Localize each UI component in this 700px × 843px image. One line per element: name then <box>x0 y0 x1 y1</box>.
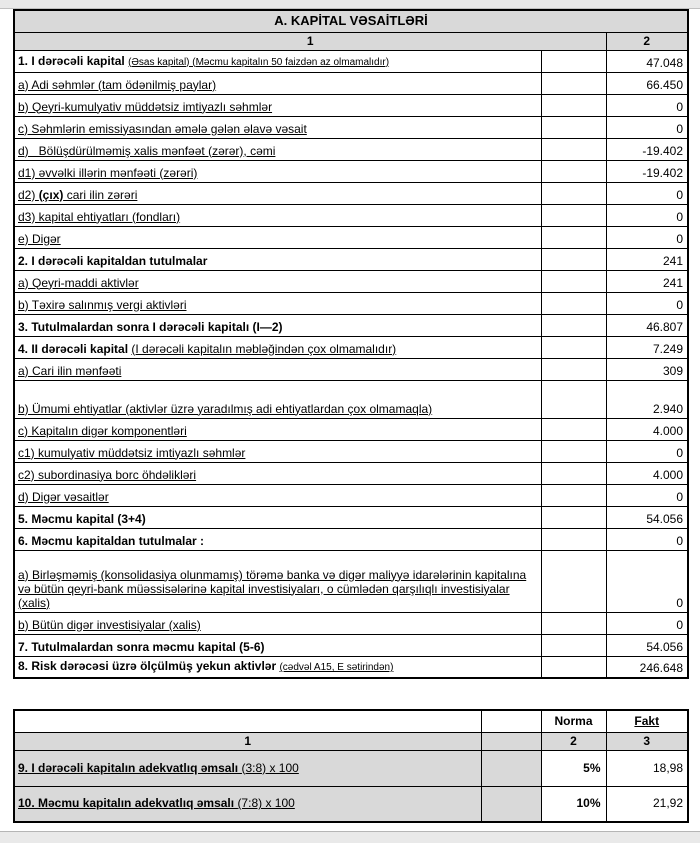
table-row <box>14 634 688 656</box>
label-text: (7:8) x 100 <box>237 796 295 811</box>
empty-cell[interactable] <box>541 336 606 358</box>
table-row <box>14 612 688 634</box>
row-value-cell[interactable]: 0 <box>606 226 688 248</box>
label-text: 1. I dərəcəli kapital <box>18 53 129 68</box>
row-value-cell[interactable]: 0 <box>606 612 688 634</box>
row-value-cell[interactable]: 54.056 <box>606 634 688 656</box>
row-label-cell[interactable] <box>14 248 541 270</box>
row-label-cell[interactable] <box>14 462 541 484</box>
adequacy-table-body <box>14 710 688 822</box>
ratio-header-row <box>14 710 688 732</box>
sheet-content <box>0 9 700 823</box>
label-text: b) Bütün digər investisiyalar (xalis) <box>18 617 201 632</box>
row-label-cell[interactable] <box>14 182 541 204</box>
table-row <box>14 160 688 182</box>
row-label-cell[interactable] <box>14 292 541 314</box>
ratio-col-number-2[interactable]: 2 <box>541 732 606 750</box>
empty-cell[interactable] <box>541 440 606 462</box>
table-row <box>14 550 688 612</box>
row-label-cell[interactable] <box>14 72 541 94</box>
row-label-cell[interactable] <box>14 612 541 634</box>
empty-cell[interactable] <box>541 248 606 270</box>
table-spacer <box>13 679 700 709</box>
label-text: (Əsas kapital) (Məcmu kapitalın 50 faizdən az olmamalıdır) <box>128 56 390 68</box>
row-value-cell[interactable]: 0 <box>606 550 688 612</box>
table-row <box>14 248 688 270</box>
empty-cell[interactable] <box>541 292 606 314</box>
label-text: cari ilin zərəri <box>63 187 138 202</box>
ratio-label-cell[interactable] <box>14 750 481 786</box>
label-text: (3:8) x 100 <box>241 760 299 775</box>
row-label-cell[interactable] <box>14 484 541 506</box>
label-text: a) Birləşməmiş (konsolidasiya olunmamış) törəmə banka və digər maliyyə idarələrinin kapitalına və bütün qeyri-bank müəssisələrinə kapital investisiyaları, o cümlədən qarşılıqlı investisiyalar (xalis) <box>18 567 527 610</box>
table-row <box>14 292 688 314</box>
row-label-cell[interactable] <box>14 440 541 462</box>
table-row <box>14 50 688 72</box>
row-value-cell[interactable]: 66.450 <box>606 72 688 94</box>
empty-cell[interactable] <box>541 484 606 506</box>
row-label-cell[interactable] <box>14 94 541 116</box>
fakt-value-cell[interactable]: 18,98 <box>606 750 688 786</box>
row-value-cell[interactable]: 4.000 <box>606 418 688 440</box>
empty-cell[interactable] <box>481 732 541 750</box>
empty-cell[interactable] <box>14 710 481 732</box>
empty-cell[interactable] <box>541 656 606 678</box>
row-value-cell[interactable]: 46.807 <box>606 314 688 336</box>
ratio-row <box>14 786 688 822</box>
row-label-cell[interactable] <box>14 138 541 160</box>
row-label-cell[interactable] <box>14 270 541 292</box>
label-text: 3. Tutulmalardan sonra I dərəcəli kapitalı (I—2) <box>18 319 283 334</box>
label-text: c) Kapitalın digər komponentləri <box>18 423 187 438</box>
ratio-row <box>14 750 688 786</box>
ratio-number-row <box>14 732 688 750</box>
label-text: (I dərəcəli kapitalın məbləğindən çox olmamalıdır) <box>131 341 397 356</box>
column-header-1[interactable]: 1 <box>14 32 606 50</box>
label-text: 7. Tutulmalardan sonra məcmu kapital (5-6) <box>18 639 265 654</box>
label-text: a) Qeyri-maddi aktivlər <box>18 275 139 290</box>
label-text: d2) <box>18 187 39 202</box>
table-row <box>14 506 688 528</box>
table-row <box>14 72 688 94</box>
row-value-cell[interactable]: 7.249 <box>606 336 688 358</box>
row-value-cell[interactable]: 0 <box>606 440 688 462</box>
table-row <box>14 440 688 462</box>
capital-table <box>13 9 689 679</box>
label-text: (çıx) <box>38 187 64 202</box>
label-text: c2) subordinasiya borc öhdəlikləri <box>18 467 197 482</box>
table-row <box>14 656 688 678</box>
row-label-cell[interactable] <box>14 336 541 358</box>
row-label-cell[interactable] <box>14 506 541 528</box>
fakt-header-cell[interactable]: Fakt <box>606 710 688 732</box>
row-label-cell[interactable] <box>14 418 541 440</box>
row-label-cell[interactable] <box>14 550 541 612</box>
row-value-cell[interactable]: 4.000 <box>606 462 688 484</box>
column-header-2[interactable]: 2 <box>606 32 688 50</box>
label-text: 4. II dərəcəli kapital <box>18 341 132 356</box>
row-value-cell[interactable]: 54.056 <box>606 506 688 528</box>
row-value-cell[interactable]: 309 <box>606 358 688 380</box>
row-value-cell[interactable]: 47.048 <box>606 50 688 72</box>
label-text: c) Səhmlərin emissiyasından əmələ gələn əlavə vəsait <box>18 121 307 136</box>
label-text: e) Digər <box>18 231 61 246</box>
table-row <box>14 336 688 358</box>
table-row <box>14 484 688 506</box>
empty-cell[interactable] <box>541 418 606 440</box>
label-text: b) Təxirə salınmış vergi aktivləri <box>18 297 187 312</box>
bottom-strip <box>0 831 700 843</box>
row-value-cell[interactable]: -19.402 <box>606 160 688 182</box>
table-title-cell[interactable]: A. KAPİTAL VƏSAİTLƏRİ <box>14 10 688 32</box>
ratio-col-number-3[interactable]: 3 <box>606 732 688 750</box>
ratio-col-number-1[interactable]: 1 <box>14 732 481 750</box>
adequacy-ratio-table <box>13 709 689 823</box>
row-label-cell[interactable] <box>14 226 541 248</box>
row-label-cell[interactable] <box>14 116 541 138</box>
label-text: 9. I dərəcəli kapitalın adekvatlıq əmsalı <box>18 760 242 775</box>
empty-cell[interactable] <box>541 204 606 226</box>
table-row <box>14 314 688 336</box>
table-row <box>14 116 688 138</box>
empty-cell[interactable] <box>541 314 606 336</box>
label-text: 2. I dərəcəli kapitaldan tutulmalar <box>18 253 208 268</box>
table-row <box>14 138 688 160</box>
empty-cell[interactable] <box>481 710 541 732</box>
row-value-cell[interactable]: 2.940 <box>606 380 688 418</box>
table-row <box>14 94 688 116</box>
row-label-cell[interactable] <box>14 314 541 336</box>
label-text: b) Qeyri-kumulyativ müddətsiz imtiyazlı səhmlər <box>18 99 273 114</box>
empty-cell[interactable] <box>541 72 606 94</box>
row-value-cell[interactable]: 0 <box>606 528 688 550</box>
row-value-cell[interactable]: 0 <box>606 484 688 506</box>
empty-cell[interactable] <box>541 116 606 138</box>
row-label-cell[interactable] <box>14 656 541 678</box>
label-text: d1) əvvəlki illərin mənfəəti (zərəri) <box>18 165 198 180</box>
column-number-row <box>14 32 688 50</box>
label-text: 5. Məcmu kapital (3+4) <box>18 511 146 526</box>
label-text: (cədvəl A15, E sətirindən) <box>279 662 394 673</box>
empty-cell[interactable] <box>541 612 606 634</box>
table-row <box>14 204 688 226</box>
bottom-spacer <box>0 823 700 831</box>
empty-cell[interactable] <box>541 94 606 116</box>
empty-cell[interactable] <box>541 160 606 182</box>
empty-cell[interactable] <box>481 750 541 786</box>
empty-cell[interactable] <box>541 358 606 380</box>
row-value-cell[interactable]: 0 <box>606 292 688 314</box>
empty-cell[interactable] <box>481 786 541 822</box>
label-text: 6. Məcmu kapitaldan tutulmalar : <box>18 533 205 548</box>
norma-value-cell[interactable]: 10% <box>541 786 606 822</box>
table-row <box>14 226 688 248</box>
empty-cell[interactable] <box>541 138 606 160</box>
title-row <box>14 10 688 32</box>
empty-cell[interactable] <box>541 182 606 204</box>
empty-cell[interactable] <box>541 506 606 528</box>
label-text: c1) kumulyativ müddətsiz imtiyazlı səhmlər <box>18 445 246 460</box>
row-value-cell[interactable]: 246.648 <box>606 656 688 678</box>
row-label-cell[interactable] <box>14 380 541 418</box>
table-row <box>14 528 688 550</box>
empty-cell[interactable] <box>541 550 606 612</box>
row-value-cell[interactable]: -19.402 <box>606 138 688 160</box>
row-label-cell[interactable] <box>14 50 541 72</box>
row-value-cell[interactable]: 0 <box>606 94 688 116</box>
capital-table-body <box>14 10 688 678</box>
row-value-cell[interactable]: 0 <box>606 116 688 138</box>
table-row <box>14 380 688 418</box>
row-label-cell[interactable] <box>14 528 541 550</box>
row-value-cell[interactable]: 241 <box>606 270 688 292</box>
row-value-cell[interactable]: 0 <box>606 182 688 204</box>
table-row <box>14 182 688 204</box>
empty-cell[interactable] <box>541 634 606 656</box>
label-text: b) Ümumi ehtiyatlar (aktivlər üzrə yaradılmış adi ehtiyatlardan çox olmamaqla) <box>18 401 433 416</box>
row-label-cell[interactable] <box>14 204 541 226</box>
table-row <box>14 358 688 380</box>
label-text: a) Cari ilin mənfəəti <box>18 363 122 378</box>
row-label-cell[interactable] <box>14 160 541 182</box>
label-text: 10. Məcmu kapitalın adekvatlıq əmsalı <box>18 796 238 811</box>
label-text: 8. Risk dərəcəsi üzrə ölçülmüş yekun aktivlər <box>18 659 280 673</box>
ratio-label-cell[interactable] <box>14 786 481 822</box>
row-value-cell[interactable]: 0 <box>606 204 688 226</box>
label-text: a) Adi səhmlər (tam ödənilmiş paylar) <box>18 77 217 92</box>
empty-cell[interactable] <box>541 270 606 292</box>
norma-header-cell[interactable]: Norma <box>541 710 606 732</box>
empty-cell[interactable] <box>541 50 606 72</box>
empty-cell[interactable] <box>541 380 606 418</box>
label-text: d) Digər vəsaitlər <box>18 489 109 504</box>
fakt-value-cell[interactable]: 21,92 <box>606 786 688 822</box>
table-row <box>14 270 688 292</box>
table-row <box>14 418 688 440</box>
norma-value-cell[interactable]: 5% <box>541 750 606 786</box>
row-value-cell[interactable]: 241 <box>606 248 688 270</box>
empty-cell[interactable] <box>541 226 606 248</box>
row-label-cell[interactable] <box>14 634 541 656</box>
empty-cell[interactable] <box>541 462 606 484</box>
table-row <box>14 462 688 484</box>
label-text: d3) kapital ehtiyatları (fondları) <box>18 209 181 224</box>
column-header-strip[interactable] <box>0 0 700 9</box>
label-text: d) Bölüşdürülməmiş xalis mənfəət (zərər), cəmi <box>18 143 276 158</box>
empty-cell[interactable] <box>541 528 606 550</box>
row-label-cell[interactable] <box>14 358 541 380</box>
